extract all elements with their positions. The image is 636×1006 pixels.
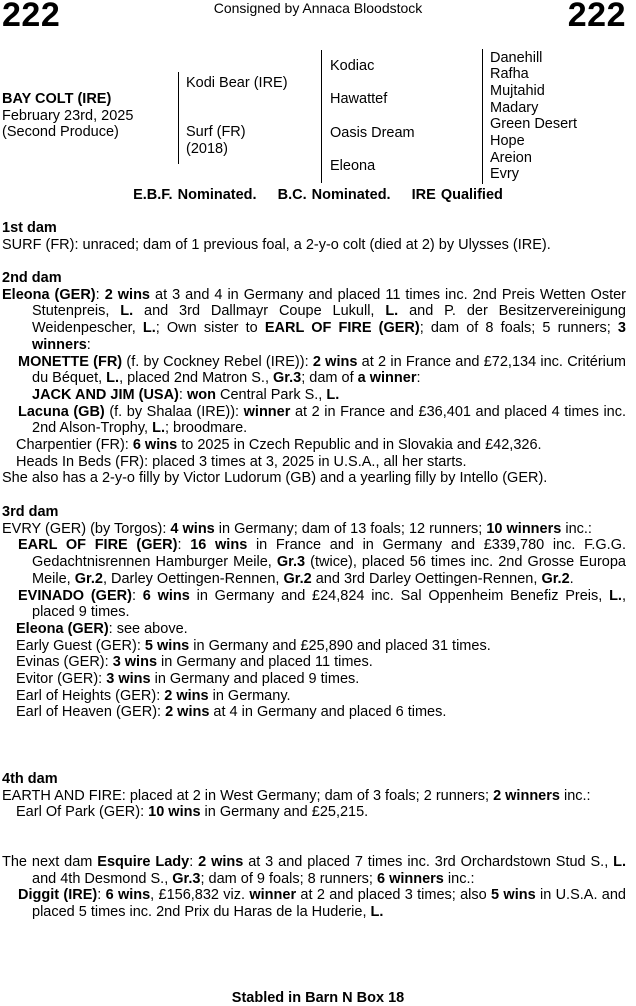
produce-note: (Second Produce)	[2, 124, 119, 140]
first-dam-heading: 1st dam	[2, 220, 57, 236]
third-dam-produce-4: Early Guest (GER): 5 wins in Germany and £25,890 and placed 31 times.	[16, 637, 491, 654]
fourth-dam-produce-1: Earl Of Park (GER): 10 wins in Germany and £25,215.	[16, 804, 369, 821]
stabling-footer: Stabled in Barn N Box 18	[231, 990, 405, 1006]
third-dam-produce-3: Eleona (GER): see above.	[16, 620, 188, 637]
next-dam-section	[2, 854, 626, 921]
pedigree-divider-3	[482, 49, 483, 184]
first-dam-section	[2, 220, 626, 253]
dam-sire: Oasis Dream	[330, 125, 415, 141]
second-dam-produce-3: Charpentier (FR): 6 wins to 2025 in Czech Republic and in Slovakia and £42,326.	[16, 437, 542, 454]
pedigree-divider-1	[178, 72, 179, 164]
second-dam-produce-5: She also has a 2-y-o filly by Victor Ludorum (GB) and a yearling filly by Intello (GER).	[2, 470, 548, 487]
second-dam-produce-4: Heads In Beds (FR): placed 3 times at 3, 2025 in U.S.A., all her starts.	[16, 453, 467, 470]
first-dam-text: SURF (FR): unraced; dam of 1 previous foal, a 2-y-o colt (died at 2) by Ulysses (IRE).	[2, 236, 551, 253]
ebf-nomination: E.B.F. Nominated.	[133, 187, 257, 203]
lot-number-left: 222	[2, 0, 61, 34]
next-dam-main: The next dam Esquire Lady: 2 wins at 3 and placed 7 times inc. 3rd Orchardstown Stud S., L. and 4th Desmond S., Gr.3; dam of 9 foals; 8 runners; 6 winners inc.:	[2, 854, 626, 887]
sire: Kodi Bear (IRE)	[186, 75, 288, 91]
dsd: Hope	[490, 133, 525, 149]
nominations	[0, 187, 636, 203]
sdd: Madary	[490, 100, 539, 116]
dds: Areion	[490, 150, 532, 166]
second-dam-section	[2, 270, 626, 487]
third-dam-produce-2: EVINADO (GER): 6 wins in Germany and £24,824 inc. Sal Oppenheim Benefiz Preis, L., placed 9 times.	[18, 587, 626, 621]
second-dam-heading: 2nd dam	[2, 270, 62, 286]
sds: Mujtahid	[490, 83, 545, 99]
horse-name: BAY COLT (IRE)	[2, 91, 112, 107]
fourth-dam-heading: 4th dam	[2, 771, 58, 787]
bc-nomination: B.C. Nominated.	[277, 187, 391, 203]
third-dam-section	[2, 504, 626, 721]
second-dam-main: Eleona (GER): 2 wins at 3 and 4 in Germany and placed 11 times inc. 2nd Preis Wetten Oster Stutenpreis, L. and 3rd Dallmayr Coupe Lukull, L. and P. der Besitzervereinigung Weidenpescher, L.; Own sister to EARL OF FIRE (GER); dam of 8 foals; 5 runners; 3 winners:	[2, 286, 627, 353]
third-dam-produce-6: Evitor (GER): 3 wins in Germany and placed 9 times.	[16, 671, 360, 688]
next-dam-produce-1: Diggit (IRE): 6 wins, £156,832 viz. winner at 2 and placed 3 times; also 5 wins in U.S.A. and placed 5 times inc. 2nd Prix du Haras de la Huderie, L.	[18, 887, 626, 921]
fourth-dam-section	[2, 771, 626, 821]
third-dam-produce-1: EARL OF FIRE (GER): 16 wins in France and in Germany and £339,780 inc. F.G.G. Gedachtnisrennen Hamburger Meile, Gr.3 (twice), placed 56 times inc. 2nd Grosse Europa Meile, Gr.2, Darley Oettingen-Rennen, Gr.2 and 3rd Darley Oettingen-Rennen, Gr.2.	[18, 537, 627, 587]
third-dam-produce-7: Earl of Heights (GER): 2 wins in Germany.	[16, 687, 291, 704]
consignor: Consigned by Annaca Bloodstock	[213, 0, 423, 16]
third-dam-produce-5: Evinas (GER): 3 wins in Germany and placed 11 times.	[16, 654, 373, 671]
dss: Green Desert	[490, 116, 578, 132]
sire-sire: Kodiac	[330, 58, 375, 74]
second-dam-grand-produce: JACK AND JIM (USA): won Central Park S., L.	[32, 386, 340, 403]
ddd: Evry	[490, 166, 519, 182]
ire-qualified: IRE Qualified	[411, 187, 503, 203]
third-dam-produce-8: Earl of Heaven (GER): 2 wins at 4 in Germany and placed 6 times.	[16, 704, 447, 721]
dam-year: (2018)	[186, 141, 228, 157]
sss: Danehill	[490, 50, 543, 66]
lot-number-right: 222	[567, 0, 626, 34]
second-dam-produce-1: MONETTE (FR) (f. by Cockney Rebel (IRE)): 2 wins at 2 in France and £72,134 inc. Critérium du Béquet, L., placed 2nd Matron S., Gr.3; dam of a winner:	[18, 353, 627, 387]
dam: Surf (FR)	[186, 124, 246, 140]
pedigree-divider-2	[321, 50, 322, 183]
foaling-date: February 23rd, 2025	[2, 108, 134, 124]
second-dam-produce-2: Lacuna (GB) (f. by Shalaa (IRE)): winner at 2 in France and £36,401 and placed 4 times inc. 2nd Alson-Trophy, L.; broodmare.	[18, 403, 627, 437]
fourth-dam-main: EARTH AND FIRE: placed at 2 in West Germany; dam of 3 foals; 2 runners; 2 winners inc.:	[2, 787, 591, 804]
dam-dam: Eleona	[330, 158, 376, 174]
third-dam-heading: 3rd dam	[2, 504, 59, 520]
ssd: Rafha	[490, 66, 529, 82]
third-dam-main: EVRY (GER) (by Torgos): 4 wins in Germany; dam of 13 foals; 12 runners; 10 winners inc.:	[2, 520, 592, 537]
sire-dam: Hawattef	[330, 91, 388, 107]
